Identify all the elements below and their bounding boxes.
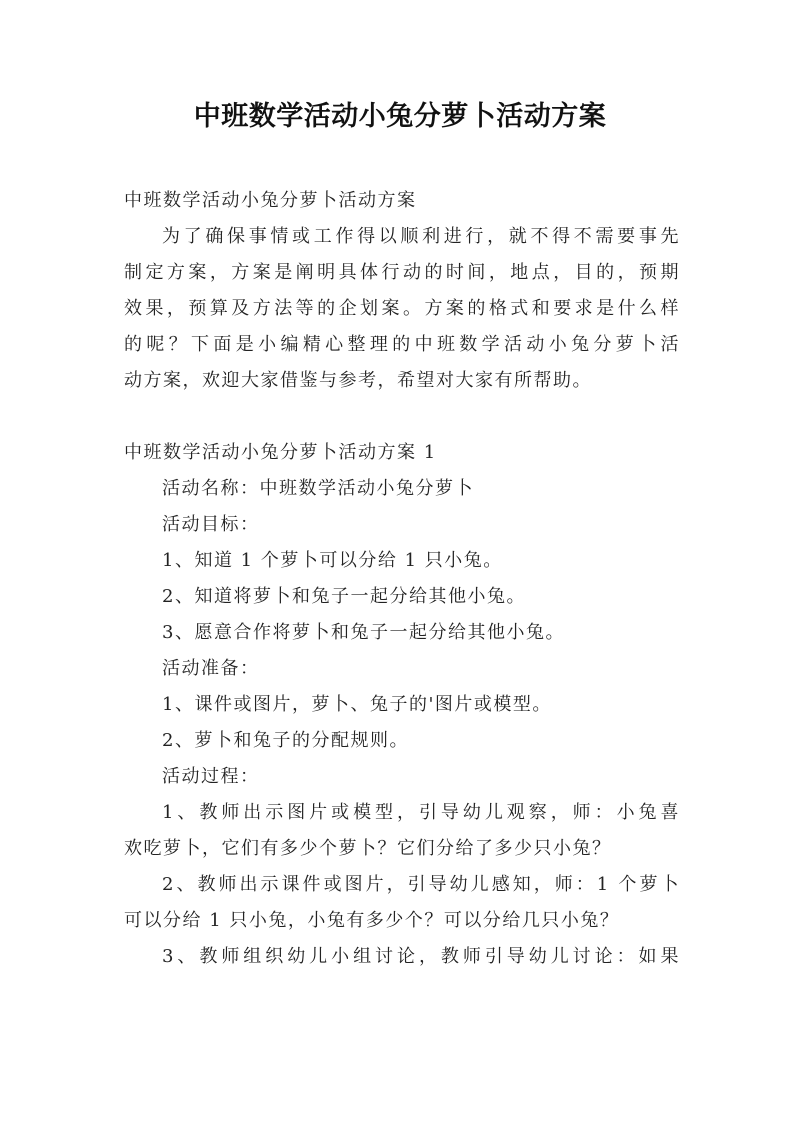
goal-item-2: 2、知道将萝卜和兔子一起分给其他小兔。 <box>162 586 526 607</box>
intro-line-5: 动方案，欢迎大家借鉴与参考，希望对大家有所帮助。 <box>124 370 592 391</box>
process-step-2-line-2: 可以分给 1 只小兔，小兔有多少个？可以分给几只小兔？ <box>124 910 620 931</box>
activity-goals-heading: 活动目标： <box>162 514 260 535</box>
process-step-3-line-1: 3、教师组织幼儿小组讨论，教师引导幼儿讨论：如果 <box>162 946 680 967</box>
document-title: 中班数学活动小兔分萝卜活动方案 <box>193 101 607 132</box>
process-step-2-line-1: 2、教师出示课件或图片，引导幼儿感知，师：1 个萝卜 <box>162 874 680 895</box>
section-heading: 中班数学活动小兔分萝卜活动方案 1 <box>124 442 437 463</box>
preparation-item-2: 2、萝卜和兔子的分配规则。 <box>162 730 409 751</box>
subtitle-line: 中班数学活动小兔分萝卜活动方案 <box>124 190 417 211</box>
intro-line-1: 为了确保事情或工作得以顺利进行，就不得不需要事先 <box>162 226 680 247</box>
goal-item-1: 1、知道 1 个萝卜可以分给 1 只小兔。 <box>162 550 503 571</box>
goal-item-3: 3、愿意合作将萝卜和兔子一起分给其他小兔。 <box>162 622 565 643</box>
activity-process-heading: 活动过程： <box>162 766 260 787</box>
paragraph-spacer <box>124 399 680 435</box>
preparation-item-1: 1、课件或图片，萝卜、兔子的'图片或模型。 <box>162 694 552 715</box>
intro-line-3: 效果，预算及方法等的企划案。方案的格式和要求是什么样 <box>124 298 680 319</box>
intro-line-2: 制定方案，方案是阐明具体行动的时间，地点，目的，预期 <box>124 262 680 283</box>
activity-preparation-heading: 活动准备： <box>162 658 260 679</box>
intro-line-4: 的呢？下面是小编精心整理的中班数学活动小兔分萝卜活 <box>124 334 680 355</box>
process-step-1-line-1: 1、教师出示图片或模型，引导幼儿观察，师：小兔喜 <box>162 802 680 823</box>
activity-name-line: 活动名称：中班数学活动小兔分萝卜 <box>162 478 474 499</box>
document-body <box>124 183 680 975</box>
process-step-1-line-2: 欢吃萝卜，它们有多少个萝卜？它们分给了多少只小兔？ <box>124 838 612 859</box>
